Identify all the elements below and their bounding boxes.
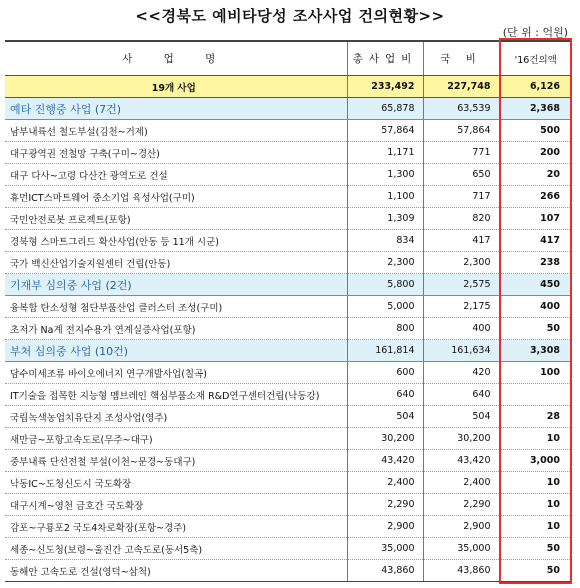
cell-name: 세종~신도청(보령~울진간 고속도로(동서5축) — [5, 538, 347, 560]
category-row — [5, 340, 572, 362]
cell-national: 2,900 — [423, 516, 499, 538]
cell-total-cost: 30,200 — [347, 428, 423, 450]
total-name: 19개 사업 — [5, 76, 347, 98]
cell-y16: 200 — [499, 142, 572, 164]
cell-name: 국가 백신산업기술지원센터 건립(안동) — [5, 252, 347, 274]
header-project-name: 사 업 명 — [5, 41, 347, 76]
cell-name: 낙동IC~도청신도시 국도확장 — [5, 472, 347, 494]
category-y16: 3,308 — [499, 340, 572, 362]
cell-name: 국립녹색농업치유단지 조성사업(영주) — [5, 406, 347, 428]
cell-national: 717 — [423, 186, 499, 208]
table-row — [5, 362, 572, 384]
cell-national: 650 — [423, 164, 499, 186]
table-row — [5, 230, 572, 252]
category-y16: 2,368 — [499, 98, 572, 120]
cell-total-cost: 1,309 — [347, 208, 423, 230]
cell-national: 640 — [423, 384, 499, 406]
cell-national: 57,864 — [423, 120, 499, 142]
cell-y16: 238 — [499, 252, 572, 274]
total-y16: 6,126 — [499, 76, 572, 98]
cell-total-cost: 2,300 — [347, 252, 423, 274]
table-row — [5, 208, 572, 230]
cell-name: 경북형 스마트그리드 확산사업(안동 등 11개 시군) — [5, 230, 347, 252]
page-title: <<경북도 예비타당성 조사사업 건의현황>> — [135, 7, 445, 25]
cell-total-cost: 640 — [347, 384, 423, 406]
cell-national: 771 — [423, 142, 499, 164]
cell-national: 504 — [423, 406, 499, 428]
cell-national: 2,175 — [423, 296, 499, 318]
category-total-cost: 5,800 — [347, 274, 423, 296]
cell-y16: 10 — [499, 472, 572, 494]
cell-national: 30,200 — [423, 428, 499, 450]
cell-y16: 500 — [499, 120, 572, 142]
table-row — [5, 472, 572, 494]
cell-name: 동해안 고속도로 건설(영덕~삼척) — [5, 560, 347, 582]
cell-total-cost: 43,860 — [347, 560, 423, 582]
cell-name: 남부내륙선 철도부설(김천~거제) — [5, 120, 347, 142]
table-row — [5, 494, 572, 516]
cell-total-cost: 2,290 — [347, 494, 423, 516]
table-row — [5, 142, 572, 164]
cell-y16: 417 — [499, 230, 572, 252]
cell-name: 감포~구룡포2 국도4차로확장(포항~경주) — [5, 516, 347, 538]
header-2016-request: '16건의액 — [499, 41, 572, 76]
cell-name: 담수미세조류 바이오에너지 연구개발사업(칠곡) — [5, 362, 347, 384]
cell-y16 — [499, 384, 572, 406]
cell-y16: 50 — [499, 538, 572, 560]
category-national: 161,634 — [423, 340, 499, 362]
cell-total-cost: 600 — [347, 362, 423, 384]
cell-y16: 20 — [499, 164, 572, 186]
unit-label: (단 위 : 억원) — [502, 26, 568, 39]
cell-national: 35,000 — [423, 538, 499, 560]
table-body — [5, 76, 572, 582]
table-row — [5, 384, 572, 406]
cell-y16: 28 — [499, 406, 572, 428]
cell-national: 2,300 — [423, 252, 499, 274]
cell-total-cost: 800 — [347, 318, 423, 340]
category-total-cost: 65,878 — [347, 98, 423, 120]
cell-name: 중부내륙 단선전철 부설(이천~문경~동대구) — [5, 450, 347, 472]
category-name: 예타 진행중 사업 (7건) — [5, 98, 347, 120]
cell-y16: 107 — [499, 208, 572, 230]
cell-total-cost: 2,900 — [347, 516, 423, 538]
cell-name: 국민안전로봇 프로젝트(포항) — [5, 208, 347, 230]
cell-total-cost: 1,300 — [347, 164, 423, 186]
cell-total-cost: 35,000 — [347, 538, 423, 560]
header-national-funding: 국 비 — [423, 41, 499, 76]
table-row — [5, 252, 572, 274]
cell-name: 새만금~포항고속도로(무주~대구) — [5, 428, 347, 450]
table-row — [5, 450, 572, 472]
table-row — [5, 560, 572, 582]
table-row — [5, 120, 572, 142]
cell-national: 420 — [423, 362, 499, 384]
category-y16: 450 — [499, 274, 572, 296]
cell-y16: 50 — [499, 560, 572, 582]
category-total-cost: 161,814 — [347, 340, 423, 362]
cell-name: 초저가 Na계 전지수용가 연계실증사업(포항) — [5, 318, 347, 340]
cell-total-cost: 57,864 — [347, 120, 423, 142]
cell-total-cost: 1,171 — [347, 142, 423, 164]
total-cost: 233,492 — [347, 76, 423, 98]
cell-y16: 10 — [499, 428, 572, 450]
table-row — [5, 428, 572, 450]
cell-name: 대구시계~영천 금호간 국도확장 — [5, 494, 347, 516]
table-row — [5, 318, 572, 340]
table-row — [5, 516, 572, 538]
cell-name: 휴먼ICT스마트웨어 중소기업 육성사업(구미) — [5, 186, 347, 208]
cell-national: 400 — [423, 318, 499, 340]
category-name: 기재부 심의중 사업 (2건) — [5, 274, 347, 296]
header-row — [5, 41, 572, 76]
cell-total-cost: 1,100 — [347, 186, 423, 208]
table-row — [5, 186, 572, 208]
cell-total-cost: 834 — [347, 230, 423, 252]
table-row — [5, 296, 572, 318]
cell-national: 2,290 — [423, 494, 499, 516]
cell-national: 43,860 — [423, 560, 499, 582]
category-row — [5, 274, 572, 296]
header-total-cost: 총사업비 — [347, 41, 423, 76]
table-row — [5, 538, 572, 560]
cell-national: 417 — [423, 230, 499, 252]
cell-national: 820 — [423, 208, 499, 230]
cell-national: 43,420 — [423, 450, 499, 472]
cell-national: 2,400 — [423, 472, 499, 494]
total-row — [5, 76, 572, 98]
project-table — [5, 40, 572, 582]
cell-total-cost: 2,400 — [347, 472, 423, 494]
cell-name: 대구광역권 전철망 구축(구미~경산) — [5, 142, 347, 164]
cell-y16: 10 — [499, 516, 572, 538]
category-national: 2,575 — [423, 274, 499, 296]
cell-total-cost: 43,420 — [347, 450, 423, 472]
category-national: 63,539 — [423, 98, 499, 120]
total-national: 227,748 — [423, 76, 499, 98]
cell-name: 융복합 탄소성형 첨단부품산업 클러스터 조성(구미) — [5, 296, 347, 318]
cell-y16: 266 — [499, 186, 572, 208]
cell-y16: 100 — [499, 362, 572, 384]
cell-total-cost: 5,000 — [347, 296, 423, 318]
category-name: 부처 심의중 사업 (10건) — [5, 340, 347, 362]
category-row — [5, 98, 572, 120]
cell-y16: 10 — [499, 494, 572, 516]
table-row — [5, 406, 572, 428]
cell-y16: 3,000 — [499, 450, 572, 472]
cell-total-cost: 504 — [347, 406, 423, 428]
cell-y16: 50 — [499, 318, 572, 340]
cell-name: 대구 다사~고령 다산간 광역도로 건설 — [5, 164, 347, 186]
table-row — [5, 164, 572, 186]
cell-name: IT기술을 접목한 지능형 멤브레인 핵심부품소재 R&D연구센터건립(낙동강) — [5, 384, 347, 406]
cell-y16: 400 — [499, 296, 572, 318]
